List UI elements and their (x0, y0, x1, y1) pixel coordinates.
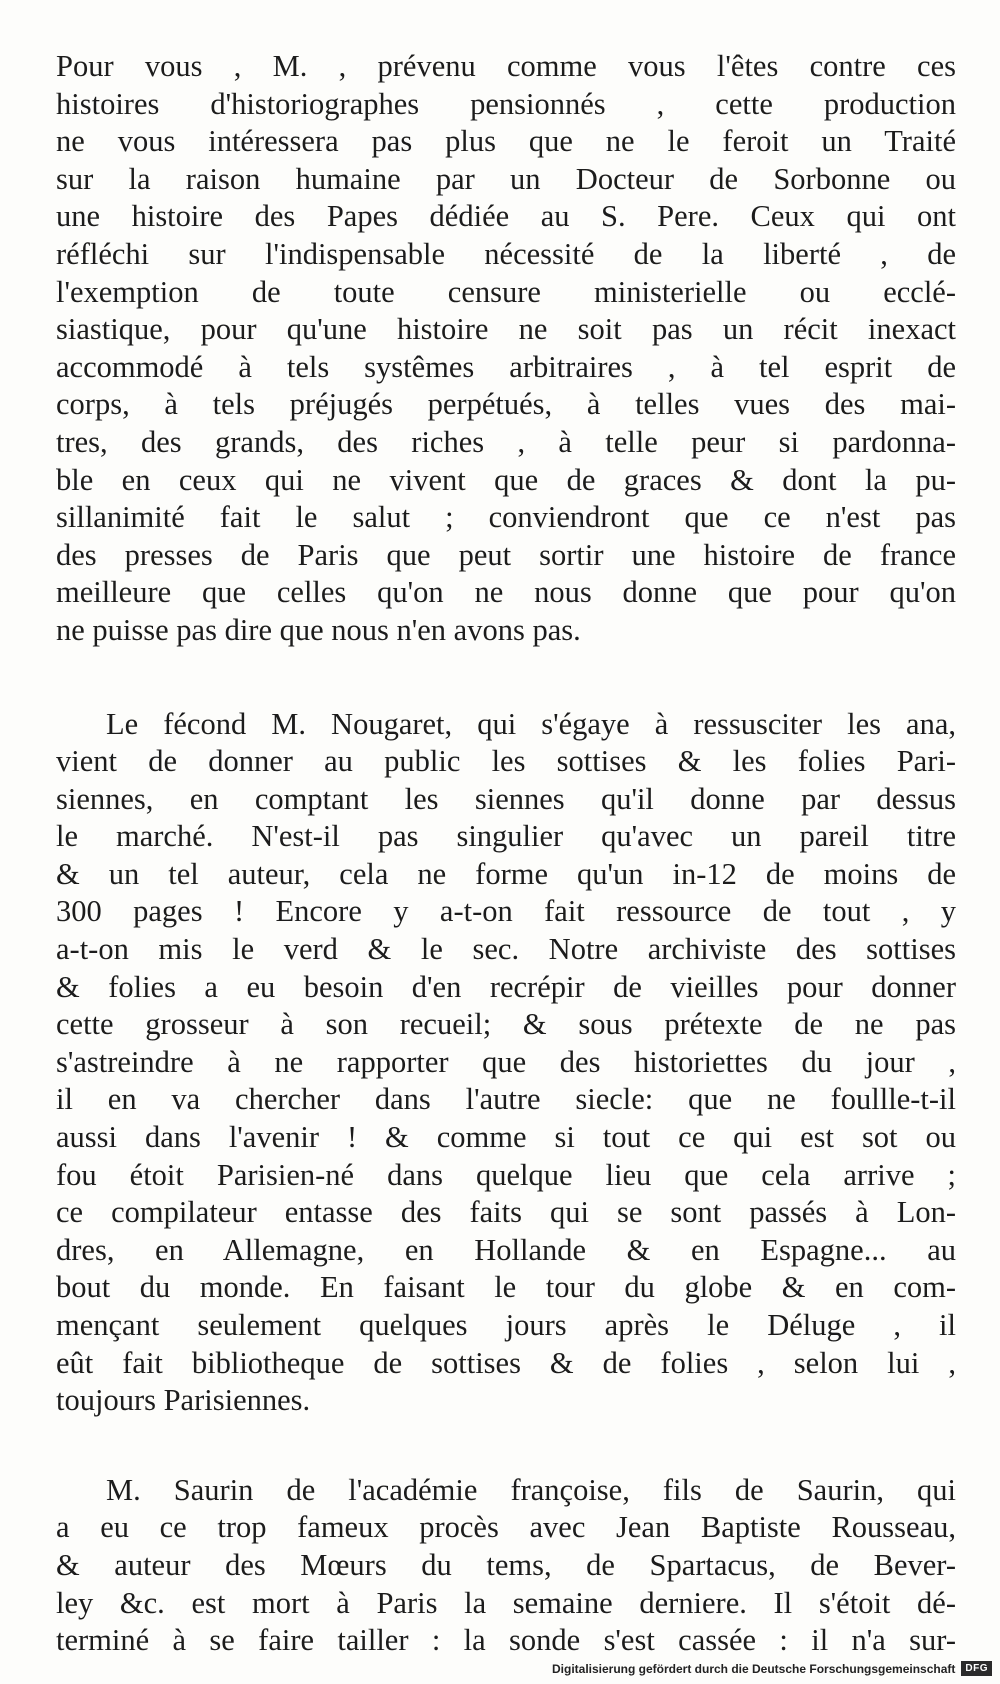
text-line: des presses de Paris que peut sortir une histoire de france (56, 537, 956, 572)
text-line: terminé à se faire tailler : la sonde s'est cassée : il n'a sur- (56, 1623, 956, 1658)
digitization-credit (552, 1661, 992, 1676)
text-line: dres, en Allemagne, en Hollande & en Espagne... au (56, 1232, 956, 1267)
paragraph-1 (56, 48, 956, 650)
text-line: histoires d'historiographes pensionnés , cette production (56, 86, 956, 121)
paragraph-3 (56, 1472, 956, 1660)
text-line: ne puisse pas dire que nous n'en avons pas. (56, 612, 581, 647)
text-line: aussi dans l'avenir ! & comme si tout ce qui est sot ou (56, 1120, 956, 1155)
text-line: corps, à tels préjugés perpétués, à telles vues des mai- (56, 387, 956, 422)
text-line: cette grosseur à son recueil; & sous prétexte de ne pas (56, 1007, 956, 1042)
text-line: toujours Parisiennes. (56, 1383, 311, 1418)
text-line: siastique, pour qu'une histoire ne soit pas un récit inexact (56, 312, 956, 347)
text-line: l'exemption de toute censure ministerielle ou ecclé- (56, 274, 956, 309)
text-line: tres, des grands, des riches , à telle peur si pardonna- (56, 424, 956, 459)
text-line: il en va chercher dans l'autre siecle: que ne foullle-t-il (56, 1082, 956, 1117)
text-line: a-t-on mis le verd & le sec. Notre archiviste des sottises (56, 932, 956, 967)
page-text (56, 48, 956, 1660)
text-line: une histoire des Papes dédiée au S. Pere. Ceux qui ont (56, 199, 956, 234)
text-line: siennes, en comptant les siennes qu'il donne par dessus (56, 781, 956, 816)
text-line: a eu ce trop fameux procès avec Jean Baptiste Rousseau, (56, 1510, 956, 1545)
text-line: M. Saurin de l'académie françoise, fils de Saurin, qui (106, 1472, 956, 1507)
credit-text: Digitalisierung gefördert durch die Deutsche Forschungsgemeinschaft (551, 1661, 956, 1676)
text-line: sillanimité fait le salut ; conviendront que ce n'est pas (56, 500, 956, 535)
dfg-logo: DFG (961, 1661, 992, 1676)
text-line: s'astreindre à ne rapporter que des historiettes du jour , (56, 1044, 956, 1079)
text-line: accommodé à tels systêmes arbitraires , à tel esprit de (56, 349, 956, 384)
text-line: fou étoit Parisien-né dans quelque lieu que cela arrive ; (56, 1157, 956, 1192)
text-line: Le fécond M. Nougaret, qui s'égaye à ressusciter les ana, (106, 706, 956, 741)
text-line: meilleure que celles qu'on ne nous donne que pour qu'on (56, 575, 956, 610)
paragraph-2 (56, 706, 956, 1420)
text-line: 300 pages ! Encore y a-t-on fait ressource de tout , y (56, 894, 956, 929)
text-line: vient de donner au public les sottises & les folies Pari- (56, 744, 956, 779)
text-line: ce compilateur entasse des faits qui se sont passés à Lon- (56, 1195, 956, 1230)
text-line: ne vous intéressera pas plus que ne le feroit un Traité (56, 124, 956, 159)
text-line: Pour vous , M. , prévenu comme vous l'êtes contre ces (56, 49, 956, 83)
text-line: sur la raison humaine par un Docteur de Sorbonne ou (56, 161, 956, 196)
text-line: le marché. N'est-il pas singulier qu'avec un pareil titre (56, 819, 956, 854)
text-line: & un tel auteur, cela ne forme qu'un in-12 de moins de (56, 856, 956, 891)
text-line: & folies a eu besoin d'en recrépir de vieilles pour donner (56, 969, 956, 1004)
text-line: réfléchi sur l'indispensable nécessité de la liberté , de (56, 236, 956, 271)
text-line: eût fait bibliotheque de sottises & de folies , selon lui , (56, 1345, 956, 1380)
text-line: ley &c. est mort à Paris la semaine derniere. Il s'étoit dé- (56, 1585, 956, 1620)
text-line: & auteur des Mœurs du tems, de Spartacus, de Bever- (56, 1547, 956, 1582)
text-line: mençant seulement quelques jours après le Déluge , il (56, 1308, 956, 1342)
text-line: ble en ceux qui ne vivent que de graces & dont la pu- (56, 462, 956, 497)
text-line: bout du monde. En faisant le tour du globe & en com- (56, 1270, 956, 1305)
